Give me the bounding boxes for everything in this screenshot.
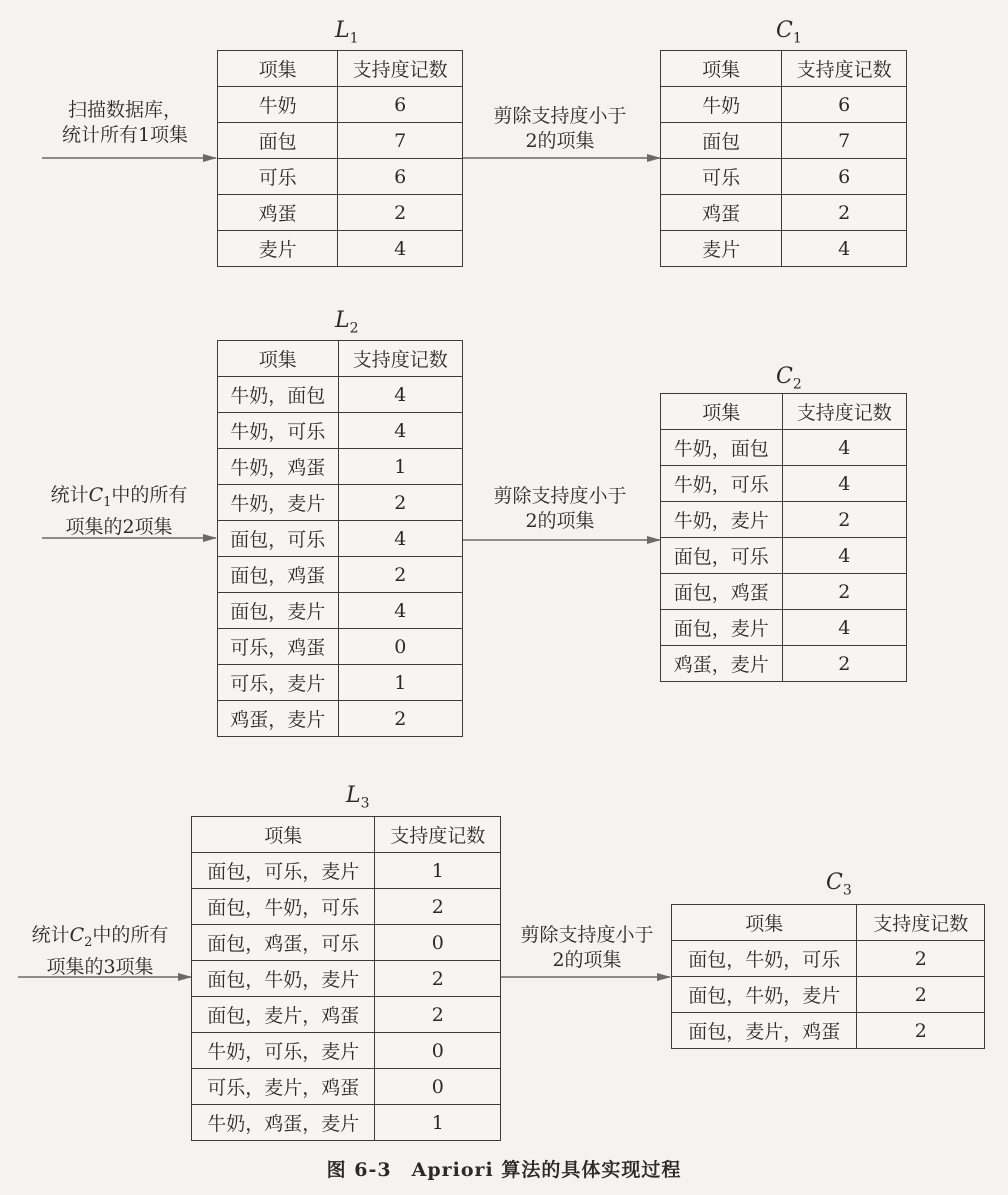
table-row — [661, 231, 907, 267]
table-row — [218, 159, 463, 195]
table-row — [661, 646, 907, 682]
support-count-cell: 0 — [375, 1069, 501, 1105]
support-count-cell: 2 — [857, 977, 985, 1013]
table-L3 — [191, 816, 501, 1141]
itemset-cell: 面包，鸡蛋 — [218, 557, 339, 593]
table-row — [672, 1013, 985, 1049]
itemset-cell: 面包，麦片，鸡蛋 — [672, 1013, 857, 1049]
support-count-cell: 6 — [338, 159, 463, 195]
note-count-3-itemsets: 统计$C_2$中的所有 项集的3项集 — [31, 924, 169, 978]
support-count-cell: 1 — [375, 1105, 501, 1141]
table-header-row — [672, 905, 985, 941]
support-count-cell: 4 — [782, 466, 906, 502]
support-count-cell: 2 — [857, 1013, 985, 1049]
header-itemset: 项集 — [661, 51, 782, 87]
support-count-cell: 4 — [782, 231, 907, 267]
header-support-count: 支持度记数 — [375, 817, 501, 853]
table-row — [218, 123, 463, 159]
table-row — [672, 941, 985, 977]
support-count-cell: 4 — [338, 231, 463, 267]
table-row — [218, 521, 463, 557]
table-row — [218, 629, 463, 665]
header-support-count: 支持度记数 — [782, 51, 907, 87]
support-count-cell: 6 — [782, 159, 907, 195]
table-row — [218, 449, 463, 485]
note-prune-1: 剪除支持度小于 2的项集 — [493, 105, 627, 152]
table-row — [192, 1033, 501, 1069]
support-count-cell: 0 — [375, 925, 501, 961]
header-support-count: 支持度记数 — [338, 51, 463, 87]
support-count-cell: 2 — [338, 557, 462, 593]
table-L2 — [217, 340, 463, 737]
itemset-cell: 可乐，鸡蛋 — [218, 629, 339, 665]
itemset-cell: 面包，可乐 — [661, 538, 783, 574]
table-row — [661, 430, 907, 466]
table-C2 — [660, 393, 907, 682]
support-count-cell: 7 — [782, 123, 907, 159]
itemset-cell: 麦片 — [218, 231, 338, 267]
table-C3 — [671, 904, 985, 1049]
table-label-C1: $C_1$ — [776, 18, 802, 47]
itemset-cell: 面包，可乐 — [218, 521, 339, 557]
itemset-cell: 可乐 — [218, 159, 338, 195]
table-row — [661, 538, 907, 574]
itemset-cell: 牛奶，鸡蛋 — [218, 449, 339, 485]
table-row — [218, 195, 463, 231]
support-count-cell: 2 — [338, 485, 462, 521]
table-row — [192, 961, 501, 997]
support-count-cell: 0 — [375, 1033, 501, 1069]
itemset-cell: 可乐，麦片，鸡蛋 — [192, 1069, 375, 1105]
table-row — [672, 977, 985, 1013]
table-row — [218, 413, 463, 449]
itemset-cell: 牛奶 — [661, 87, 782, 123]
itemset-cell: 面包 — [218, 123, 338, 159]
itemset-cell: 牛奶，麦片 — [218, 485, 339, 521]
itemset-cell: 可乐 — [661, 159, 782, 195]
table-header-row — [218, 341, 463, 377]
support-count-cell: 1 — [338, 665, 462, 701]
header-support-count: 支持度记数 — [338, 341, 462, 377]
support-count-cell: 2 — [857, 941, 985, 977]
table-header-row — [192, 817, 501, 853]
itemset-cell: 牛奶，面包 — [218, 377, 339, 413]
support-count-cell: 4 — [782, 538, 906, 574]
support-count-cell: 2 — [782, 646, 906, 682]
table-row — [661, 123, 907, 159]
note-scan-database: 扫描数据库， 统计所有1项集 — [61, 99, 189, 146]
itemset-cell: 牛奶 — [218, 87, 338, 123]
itemset-cell: 牛奶，麦片 — [661, 502, 783, 538]
table-row — [192, 1105, 501, 1141]
itemset-cell: 面包，牛奶，可乐 — [192, 889, 375, 925]
table-row — [192, 1069, 501, 1105]
table-row — [661, 466, 907, 502]
support-count-cell: 4 — [338, 593, 462, 629]
table-label-L3: $L_3$ — [346, 783, 370, 812]
table-label-C2: $C_2$ — [776, 364, 802, 393]
table-row — [661, 502, 907, 538]
support-count-cell: 4 — [338, 377, 462, 413]
support-count-cell: 1 — [338, 449, 462, 485]
itemset-cell: 牛奶，面包 — [661, 430, 783, 466]
table-header-row — [218, 51, 463, 87]
note-prune-3: 剪除支持度小于 2的项集 — [520, 924, 654, 971]
support-count-cell: 6 — [338, 87, 463, 123]
table-row — [218, 593, 463, 629]
support-count-cell: 1 — [375, 853, 501, 889]
itemset-cell: 面包，麦片 — [218, 593, 339, 629]
table-row — [218, 87, 463, 123]
itemset-cell: 鸡蛋，麦片 — [661, 646, 783, 682]
support-count-cell: 2 — [782, 195, 907, 231]
header-itemset: 项集 — [661, 394, 783, 430]
support-count-cell: 2 — [338, 195, 463, 231]
header-itemset: 项集 — [218, 341, 339, 377]
support-count-cell: 4 — [782, 610, 906, 646]
table-row — [661, 87, 907, 123]
table-row — [661, 610, 907, 646]
table-row — [192, 925, 501, 961]
itemset-cell: 鸡蛋 — [661, 195, 782, 231]
table-L1 — [217, 50, 463, 267]
itemset-cell: 面包，牛奶，可乐 — [672, 941, 857, 977]
header-support-count: 支持度记数 — [782, 394, 906, 430]
support-count-cell: 2 — [375, 997, 501, 1033]
itemset-cell: 鸡蛋，麦片 — [218, 701, 339, 737]
itemset-cell: 面包 — [661, 123, 782, 159]
figure-caption: 图 6-3 Apriori 算法的具体实现过程 — [326, 1159, 682, 1181]
itemset-cell: 面包，麦片，鸡蛋 — [192, 997, 375, 1033]
table-row — [218, 665, 463, 701]
support-count-cell: 2 — [375, 889, 501, 925]
itemset-cell: 面包，鸡蛋，可乐 — [192, 925, 375, 961]
table-row — [661, 159, 907, 195]
itemset-cell: 麦片 — [661, 231, 782, 267]
support-count-cell: 2 — [375, 961, 501, 997]
support-count-cell: 2 — [782, 502, 906, 538]
support-count-cell: 0 — [338, 629, 462, 665]
table-row — [192, 853, 501, 889]
itemset-cell: 可乐，麦片 — [218, 665, 339, 701]
table-row — [661, 195, 907, 231]
itemset-cell: 面包，鸡蛋 — [661, 574, 783, 610]
itemset-cell: 牛奶，可乐，麦片 — [192, 1033, 375, 1069]
table-row — [218, 377, 463, 413]
itemset-cell: 牛奶，可乐 — [661, 466, 783, 502]
header-itemset: 项集 — [218, 51, 338, 87]
table-row — [218, 701, 463, 737]
header-support-count: 支持度记数 — [857, 905, 985, 941]
support-count-cell: 4 — [338, 413, 462, 449]
header-itemset: 项集 — [192, 817, 375, 853]
note-count-2-itemsets: 统计$C_1$中的所有 项集的2项集 — [50, 484, 188, 538]
note-prune-2: 剪除支持度小于 2的项集 — [493, 485, 627, 532]
table-header-row — [661, 394, 907, 430]
support-count-cell: 4 — [338, 521, 462, 557]
itemset-cell: 鸡蛋 — [218, 195, 338, 231]
table-row — [661, 574, 907, 610]
table-row — [192, 997, 501, 1033]
support-count-cell: 6 — [782, 87, 907, 123]
table-row — [218, 557, 463, 593]
table-header-row — [661, 51, 907, 87]
table-C1 — [660, 50, 907, 267]
table-row — [192, 889, 501, 925]
itemset-cell: 面包，牛奶，麦片 — [672, 977, 857, 1013]
table-row — [218, 231, 463, 267]
itemset-cell: 面包，牛奶，麦片 — [192, 961, 375, 997]
itemset-cell: 面包，可乐，麦片 — [192, 853, 375, 889]
itemset-cell: 面包，麦片 — [661, 610, 783, 646]
table-label-C3: $C_3$ — [826, 870, 852, 899]
table-label-L1: $L_1$ — [335, 18, 359, 47]
support-count-cell: 2 — [782, 574, 906, 610]
support-count-cell: 7 — [338, 123, 463, 159]
support-count-cell: 4 — [782, 430, 906, 466]
itemset-cell: 牛奶，可乐 — [218, 413, 339, 449]
itemset-cell: 牛奶，鸡蛋，麦片 — [192, 1105, 375, 1141]
table-label-L2: $L_2$ — [335, 308, 359, 337]
support-count-cell: 2 — [338, 701, 462, 737]
header-itemset: 项集 — [672, 905, 857, 941]
table-row — [218, 485, 463, 521]
